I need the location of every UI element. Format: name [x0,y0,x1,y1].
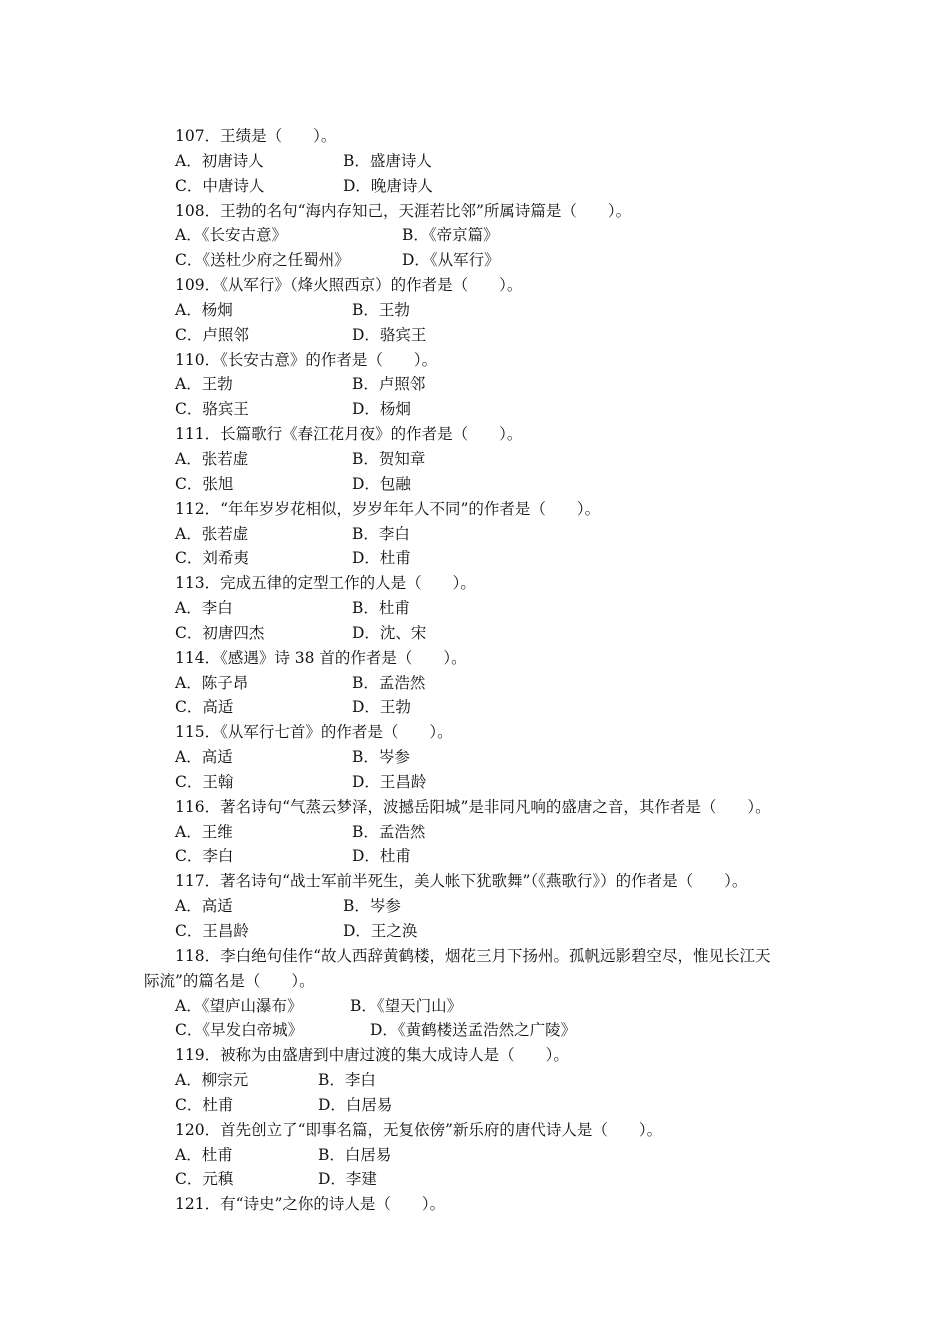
question-stem: 118．李白绝句佳作“故人西辞黄鹤楼，烟花三月下扬州。孤帆远影碧空尽，惟见长江天 [175,946,771,965]
answer-option: C．《送杜少府之任蜀州》 [175,251,350,270]
option-row [0,1143,950,1168]
answer-option: D．杨炯 [352,400,411,419]
answer-option: A．陈子昂 [175,673,249,692]
answer-option: C．刘希夷 [175,549,249,568]
answer-option: C．元稹 [175,1170,234,1189]
option-row [0,1068,950,1093]
answer-option: B．孟浩然 [352,673,426,692]
option-row [0,447,950,472]
option-row [0,994,950,1019]
option-row [0,298,950,323]
option-row [0,149,950,174]
answer-option: B．《帝京篇》 [402,226,499,245]
answer-option: B．盛唐诗人 [343,151,432,170]
answer-option: B．卢照邻 [352,375,426,394]
answer-option: B．杜甫 [352,599,410,618]
answer-option: B．贺知章 [352,449,426,468]
option-row [0,894,950,919]
question-stem: 109．《从军行》（烽火照西京）的作者是（ ）。 [175,276,523,295]
answer-option: D．晚唐诗人 [343,176,433,195]
answer-option: D．白居易 [318,1095,393,1114]
option-row [0,372,950,397]
question-stem: 119．被称为由盛唐到中唐过渡的集大成诗人是（ ）。 [175,1046,569,1065]
answer-option: D．包融 [352,474,411,493]
option-row [0,844,950,869]
option-row [0,770,950,795]
option-row [0,546,950,571]
question-stem: 112．“年年岁岁花相似，岁岁年年人不同”的作者是（ ）。 [175,499,601,518]
answer-option: C．李白 [175,847,234,866]
answer-option: A．杜甫 [175,1145,233,1164]
answer-option: A．张若虚 [175,449,249,468]
answer-option: B．岑参 [343,897,401,916]
question-stem-continued: 际流”的篇名是（ ）。 [144,971,315,990]
answer-option: A．《长安古意》 [175,226,287,245]
answer-option: D．杜甫 [352,549,411,568]
answer-option: A．《望庐山瀑布》 [175,996,303,1015]
option-row [0,1093,950,1118]
option-row [0,323,950,348]
question-stem: 117．著名诗句“战士军前半死生，美人帐下犹歌舞”（《燕歌行》）的作者是（ ）。 [175,872,748,891]
answer-option: A．王维 [175,822,233,841]
answer-option: A．李白 [175,599,233,618]
option-row [0,919,950,944]
answer-option: C．杜甫 [175,1095,234,1114]
answer-option: C．骆宾王 [175,400,249,419]
answer-option: B．孟浩然 [352,822,426,841]
option-row [0,248,950,273]
answer-option: D．李建 [318,1170,377,1189]
question-stem: 120．首先创立了“即事名篇，无复依傍”新乐府的唐代诗人是（ ）。 [175,1120,663,1139]
answer-option: C．王翰 [175,772,234,791]
question-list [0,124,950,1217]
option-row [0,621,950,646]
answer-option: C．初唐四杰 [175,623,265,642]
option-row [0,522,950,547]
answer-option: C．中唐诗人 [175,176,265,195]
question-stem: 121．有“诗史”之你的诗人是（ ）。 [175,1195,446,1214]
question-stem: 107．王绩是（ ）。 [175,127,337,145]
answer-option: A．柳宗元 [175,1071,249,1090]
answer-option: A．高适 [175,748,233,767]
answer-option: D．《黄鹤楼送孟浩然之广陵》 [370,1021,577,1040]
answer-option: B．岑参 [352,748,410,767]
question-stem: 111．长篇歌行《春江花月夜》的作者是（ ）。 [175,425,523,444]
question-stem: 108．王勃的名句“海内存知己，天涯若比邻”所属诗篇是（ ）。 [175,201,632,220]
answer-option: D．骆宾王 [352,325,427,344]
answer-option: B．李白 [352,524,410,543]
option-row [0,174,950,199]
option-row [0,820,950,845]
option-row [0,223,950,248]
option-row [0,1018,950,1043]
question-stem: 115．《从军行七首》的作者是（ ）。 [175,723,453,742]
answer-option: A．王勃 [175,375,233,394]
answer-option: B．白居易 [318,1145,392,1164]
answer-option: C．《早发白帝城》 [175,1021,304,1040]
option-row [0,671,950,696]
answer-option: D．王昌龄 [352,772,427,791]
question-stem: 113．完成五律的定型工作的人是（ ）。 [175,574,476,593]
answer-option: B．李白 [318,1071,376,1090]
option-row [0,596,950,621]
answer-option: B．《望天门山》 [350,996,463,1015]
answer-option: D．王之涣 [343,922,418,940]
answer-option: D．王勃 [352,698,411,717]
option-row [0,472,950,497]
answer-option: A．张若虚 [175,524,249,543]
answer-option: A．初唐诗人 [175,151,264,170]
option-row [0,1167,950,1192]
answer-option: C．高适 [175,698,234,717]
option-row [0,397,950,422]
answer-option: B．王勃 [352,300,410,319]
answer-option: C．张旭 [175,474,234,493]
answer-option: D．《从军行》 [402,251,500,270]
question-stem: 116．著名诗句“气蒸云梦泽，波撼岳阳城”是非同凡响的盛唐之音，其作者是（ ）。 [175,797,771,816]
answer-option: C．卢照邻 [175,325,249,344]
answer-option: A．杨炯 [175,300,233,319]
option-row [0,695,950,720]
answer-option: D．沈、宋 [352,623,427,642]
answer-option: C．王昌龄 [175,922,249,940]
question-stem: 110．《长安古意》的作者是（ ）。 [175,350,438,369]
answer-option: A．高适 [175,897,233,916]
option-row [0,745,950,770]
question-stem: 114．《感遇》诗 38 首的作者是（ ）。 [175,648,467,667]
answer-option: D．杜甫 [352,847,411,866]
